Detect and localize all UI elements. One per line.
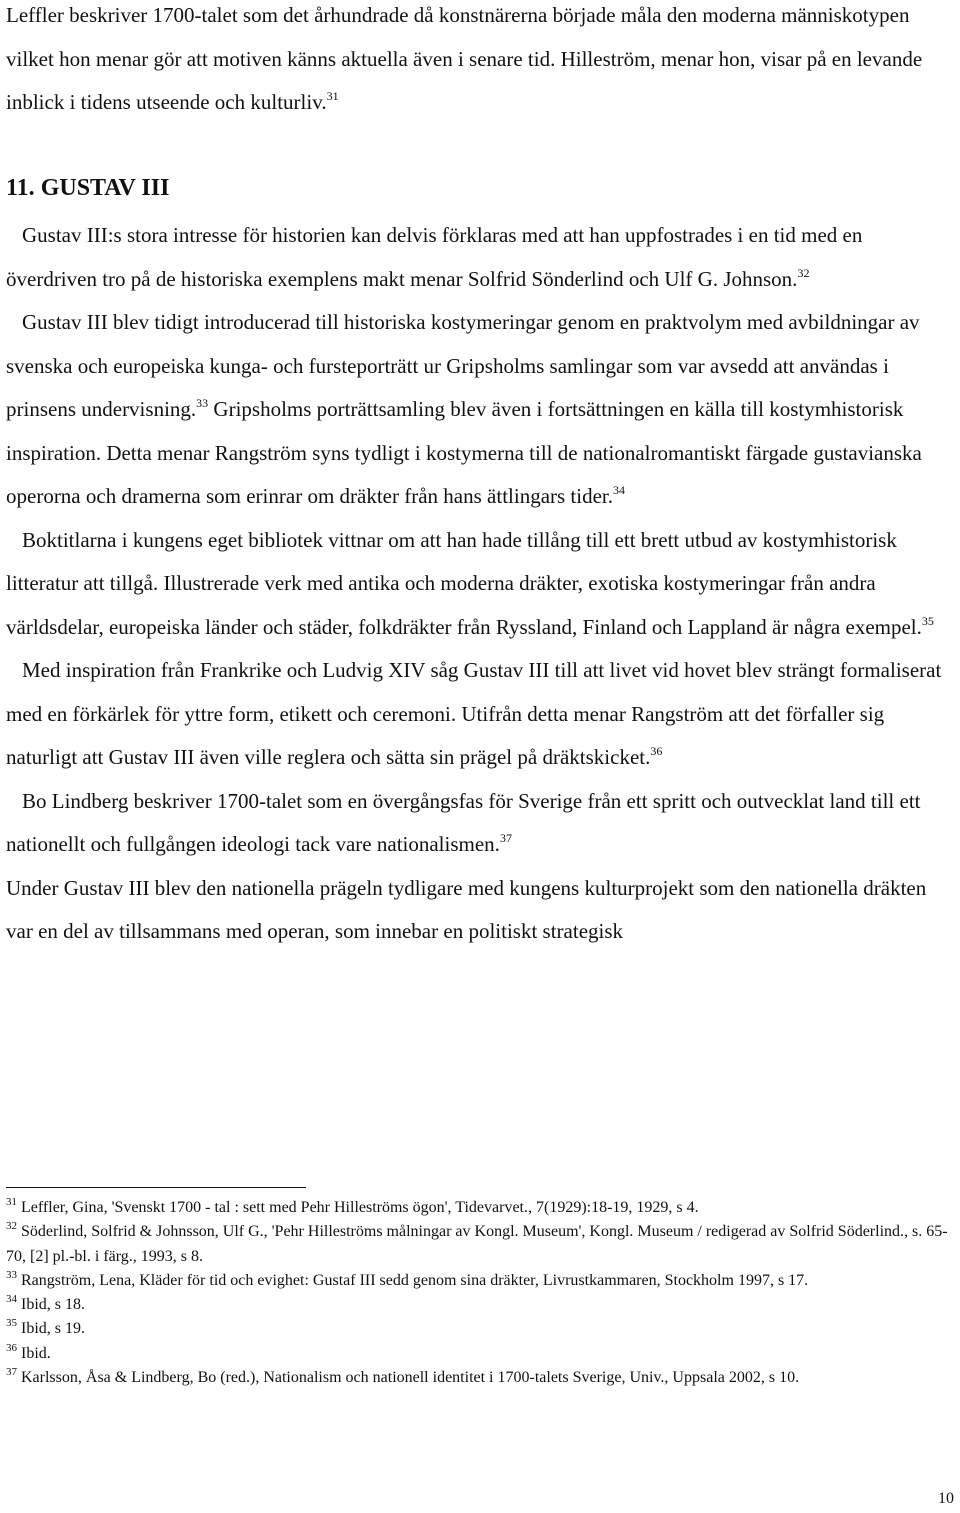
footnote-item — [6, 1366, 951, 1390]
footnote-item — [6, 1269, 951, 1293]
footnote-ref: 36 — [650, 744, 663, 758]
footnote-ref: 33 — [196, 396, 209, 410]
footnote-number: 37 — [6, 1366, 17, 1379]
footnote-number: 31 — [6, 1196, 17, 1208]
body-paragraph — [6, 649, 956, 780]
footnote-number: 32 — [6, 1220, 17, 1233]
footnote-item — [6, 1317, 951, 1341]
footnote-ref: 35 — [921, 613, 934, 628]
footnote-ref: 32 — [797, 265, 810, 280]
footnote-number: 33 — [6, 1268, 17, 1281]
body-paragraph — [6, 301, 956, 519]
footnote-item — [6, 1293, 951, 1317]
intro-block — [6, 0, 956, 125]
footnote-text: Leffler, Gina, 'Svenskt 1700 - tal : sett med Pehr Hilleströms ögon', Tidevarvet., 7(1929):18-19, 1929, s 4. — [21, 1199, 699, 1216]
footnote-item — [6, 1220, 951, 1269]
footnote-ref: 34 — [613, 483, 626, 497]
footnote-text: Söderlind, Solfrid & Johnsson, Ulf G., 'Pehr Hilleströms målningar av Kongl. Museum', Kongl. Museum / redigerad av Solfrid Söderlind., s. 65-70, [2] pl.-bl. i färg., 1993, s 8. — [6, 1223, 948, 1265]
footnote-item — [6, 1196, 951, 1220]
footnote-number: 36 — [6, 1341, 17, 1354]
section-title: GUSTAV III — [40, 175, 170, 201]
body-paragraph — [6, 867, 956, 954]
footnote-text: Ibid, s 18. — [21, 1296, 85, 1314]
section-body — [6, 214, 956, 954]
footnote-number: 35 — [6, 1317, 17, 1330]
footnote-item — [6, 1342, 951, 1366]
paragraph-text: Under Gustav III blev den nationella prägeln tydligare med kungens kulturprojekt som den nationella dräkten var en del av tillsammans med operan, som innebar en politiskt strategisk — [6, 875, 927, 943]
footnote-divider — [6, 1187, 306, 1188]
footnotes — [6, 1196, 951, 1390]
section-heading — [6, 173, 169, 203]
paragraph-text: Med inspiration från Frankrike och Ludvig XIV såg Gustav III till att livet vid hovet blev strängt formaliserat med en förkärlek för yttre form, etikett och ceremoni. Utifrån detta menar Rangström att det förfaller sig naturligt att Gustav III även ville reglera och sätta sin prägel på dräktskicket. — [6, 658, 942, 769]
footnote-text: Rangström, Lena, Kläder för tid och evighet: Gustaf III sedd genom sina dräkter, Livrustkammaren, Stockholm 1997, s 17. — [21, 1271, 809, 1289]
body-paragraph — [6, 214, 956, 301]
paragraph-text: Gustav III blev tidigt introducerad till historiska kostymeringar genom en praktvolym med avbildningar av svenska och europeiska kunga- och fursteporträtt ur Gripsholms samlingar som var avsedd att användas i prinsens undervisning. — [6, 310, 920, 421]
footnote-text: Karlsson, Åsa & Lindberg, Bo (red.), Nationalism och nationell identitet i 1700-talets Sverige, Univ., Uppsala 2002, s 10. — [21, 1369, 800, 1387]
footnote-ref: 37 — [499, 831, 512, 845]
body-paragraph — [6, 519, 956, 650]
footnote-number: 34 — [6, 1293, 17, 1306]
paragraph-text: Boktitlarna i kungens eget bibliotek vittnar om att han hade tillång till ett brett utbud av kostymhistorisk litteratur att tillgå. Illustrerade verk med antika och moderna dräkter, exotiska kostymeringar från andra världsdelar, europeiska länder och städer, folkdräkter från Ryssland, Finland och Lappland är några exempel. — [6, 527, 922, 639]
intro-paragraph — [6, 0, 956, 125]
footnote-text: Ibid, s 19. — [21, 1320, 85, 1338]
paragraph-text: Gripsholms porträttsamling blev även i fortsättningen en källa till kostymhistorisk inspiration. Detta menar Rangström syns tydligt i kostymerna till de nationalromantiskt färgade gustavianska operorna och dramerna som erinrar om dräkter från hans ättlingars tider. — [6, 397, 922, 508]
paragraph-text: Gustav III:s stora intresse för historien kan delvis förklaras med att han uppfostrades i en tid med en överdriven tro på de historiska exemplens makt menar Solfrid Sönderlind och Ulf G. Johnson. — [6, 223, 863, 291]
intro-paragraph-text: Leffler beskriver 1700-talet som det århundrade då konstnärerna började måla den moderna människotypen vilket hon menar gör att motiven känns aktuella även i senare tid. Hilleström, menar hon, visar på en levande inblick i tidens utseende och kulturliv. — [6, 3, 923, 114]
paragraph-text: Bo Lindberg beskriver 1700-talet som en övergångsfas för Sverige från ett spritt och outvecklat land till ett nationellt och fullgången ideologi tack vare nationalismen. — [6, 788, 921, 856]
section-number: 11. — [6, 175, 35, 201]
footnote-text: Ibid. — [21, 1344, 51, 1362]
page-number: 10 — [938, 1490, 954, 1507]
body-paragraph — [6, 780, 956, 867]
footnote-ref: 31 — [326, 89, 339, 103]
